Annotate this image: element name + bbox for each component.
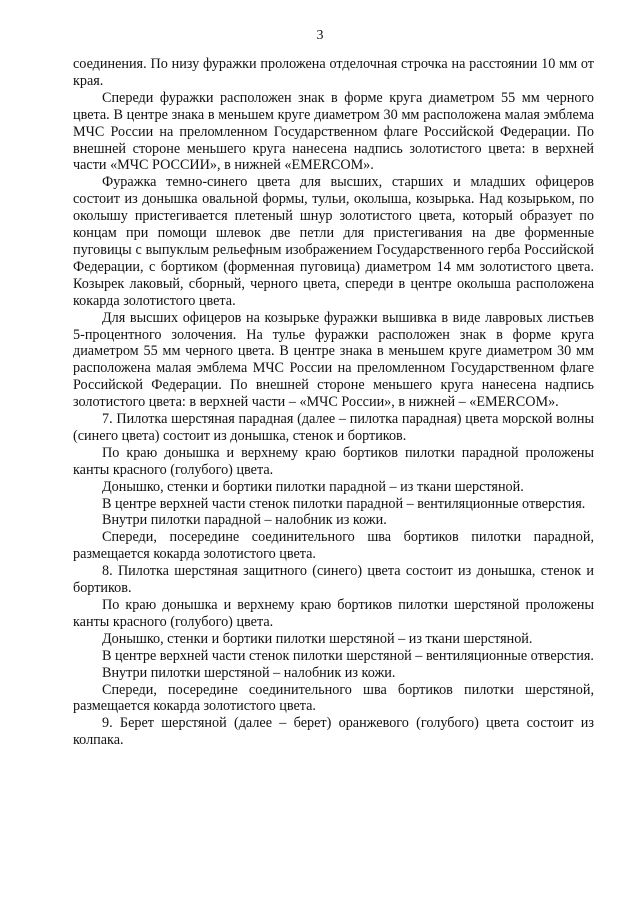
paragraph: По краю донышка и верхнему краю бортиков пилотки парадной проложены канты красного (голубого) цвета. <box>73 444 594 478</box>
paragraph: Спереди, посередине соединительного шва бортиков пилотки шерстяной, размещается кокарда золотистого цвета. <box>73 681 594 715</box>
body-text <box>73 56 594 749</box>
page-number: 3 <box>316 28 324 43</box>
paragraph: 8. Пилотка шерстяная защитного (синего) цвета состоит из донышка, стенок и бортиков. <box>73 563 594 597</box>
paragraph: В центре верхней части стенок пилотки шерстяной – вентиляционные отверстия. <box>102 647 594 664</box>
paragraph: По краю донышка и верхнему краю бортиков пилотки шерстяной проложены канты красного (голубого) цвета. <box>73 597 594 630</box>
paragraph: Внутри пилотки шерстяной – налобник из кожи. <box>102 664 396 681</box>
paragraph: 7. Пилотка шерстяная парадная (далее – пилотка парадная) цвета морской волны (синего цвета) состоит из донышка, стенок и бортиков. <box>73 411 594 444</box>
paragraph: 9. Берет шерстяной (далее – берет) оранжевого (голубого) цвета состоит из колпака. <box>73 715 594 749</box>
paragraph: Спереди, посередине соединительного шва бортиков пилотки парадной, размещается кокарда золотистого цвета. <box>73 529 594 563</box>
paragraph: Для высших офицеров на козырьке фуражки вышивка в виде лавровых листьев 5-процентного золочения. На тулье фуражки расположен знак в форме круга диаметром 55 мм черного цвета. В центре знака в меньшем круге диаметром 30 мм расположена малая эмблема МЧС России на преломленном Государственном флаге Российской Федерации. По внешней стороне меньшего круга нанесена надпись золотистого цвета: в верхней части – «МЧС России», в нижней – «EMERCOM». <box>73 309 594 411</box>
paragraph: Фуражка темно-синего цвета для высших, старших и младших офицеров состоит из донышка овальной формы, тульи, околыша, козырька. Над козырьком, по околышу пристегивается плетеный шнур золотистого цвета, который образует по концам при помощи шлевок две петли для пристегивания на две форменные пуговицы с выпуклым рельефным изображением Государственного герба Российской Федерации, с бортиком (форменная пуговица) диаметром 14 мм золотистого цвета. Козырек лаковый, сборный, черного цвета, спереди в центре околыша расположена кокарда золотистого цвета. <box>73 174 594 309</box>
paragraph: В центре верхней части стенок пилотки парадной – вентиляционные отверстия. <box>102 495 586 512</box>
paragraph: соединения. По низу фуражки проложена отделочная строчка на расстоянии 10 мм от края. <box>73 56 594 89</box>
paragraph: Донышко, стенки и бортики пилотки парадной – из ткани шерстяной. <box>102 478 524 495</box>
paragraph: Спереди фуражки расположен знак в форме круга диаметром 55 мм черного цвета. В центре знака в меньшем круге диаметром 30 мм расположена малая эмблема МЧС России на преломленном Государственном флаге Российской Федерации. По внешней стороне меньшего круга нанесена надпись золотистого цвета: в верхней части «МЧС РОССИИ», в нижней «EMERCOM». <box>73 89 594 174</box>
paragraph: Донышко, стенки и бортики пилотки шерстяной – из ткани шерстяной. <box>102 630 533 647</box>
paragraph: Внутри пилотки парадной – налобник из кожи. <box>102 512 387 529</box>
